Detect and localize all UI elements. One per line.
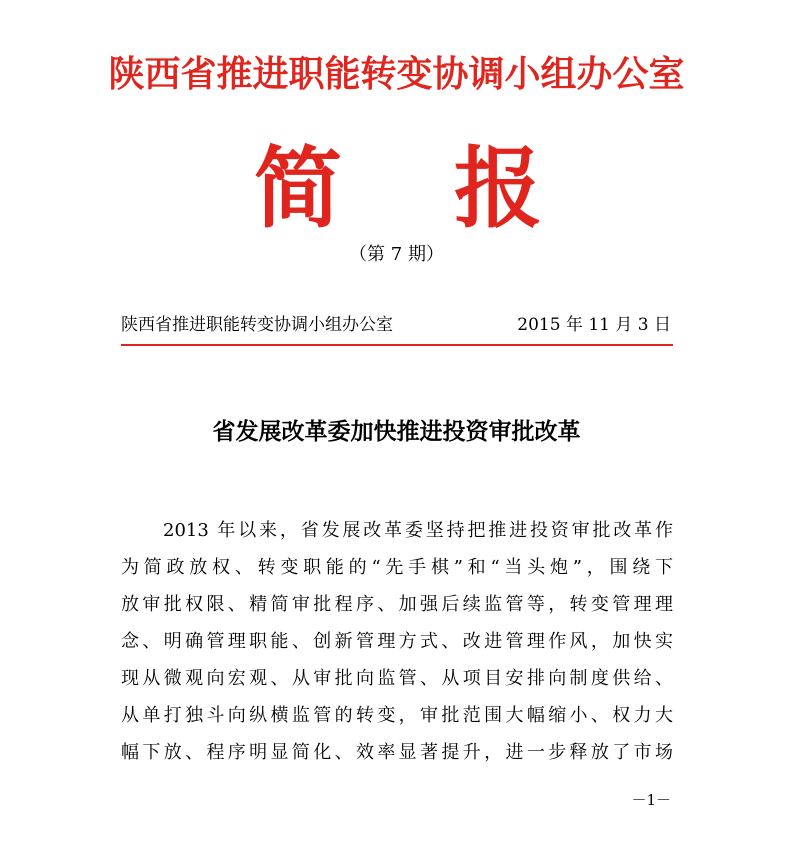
issuer-line — [121, 308, 671, 342]
issuer-name: 陕西省推进职能转变协调小组办公室 — [121, 315, 393, 335]
issuing-organization-header: 陕西省推进职能转变协调小组办公室 — [108, 53, 685, 95]
issue-date: 2015 年 11 月 3 日 — [517, 315, 671, 335]
body-line: 为简政放权、转变职能的“先手棋”和“当头炮”，围绕下 — [121, 557, 673, 578]
red-divider-rule — [121, 344, 673, 346]
article-title: 省发展改革委加快推进投资审批改革 — [212, 418, 581, 445]
body-line: 2013 年以来，省发展改革委坚持把推进投资审批改革作 — [163, 520, 673, 541]
page-number: －1－ — [631, 791, 671, 809]
body-line: 念、明确管理职能、创新管理方式、改进管理作风，加快实 — [121, 631, 673, 652]
body-line: 放审批权限、精简审批程序、加强后续监管等，转变管理理 — [121, 594, 673, 615]
body-line: 幅下放、程序明显简化、效率显著提升，进一步释放了市场 — [121, 742, 673, 763]
body-line: 从单打独斗向纵横监管的转变，审批范围大幅缩小、权力大 — [121, 705, 673, 726]
brief-title-char-1: 简 — [254, 136, 343, 240]
brief-title-char-2: 报 — [454, 136, 543, 240]
issue-number: （第 7 期） — [349, 244, 444, 265]
body-line: 现从微观向宏观、从审批向监管、从项目安排向制度供给、 — [121, 668, 673, 689]
article-body — [121, 512, 673, 771]
